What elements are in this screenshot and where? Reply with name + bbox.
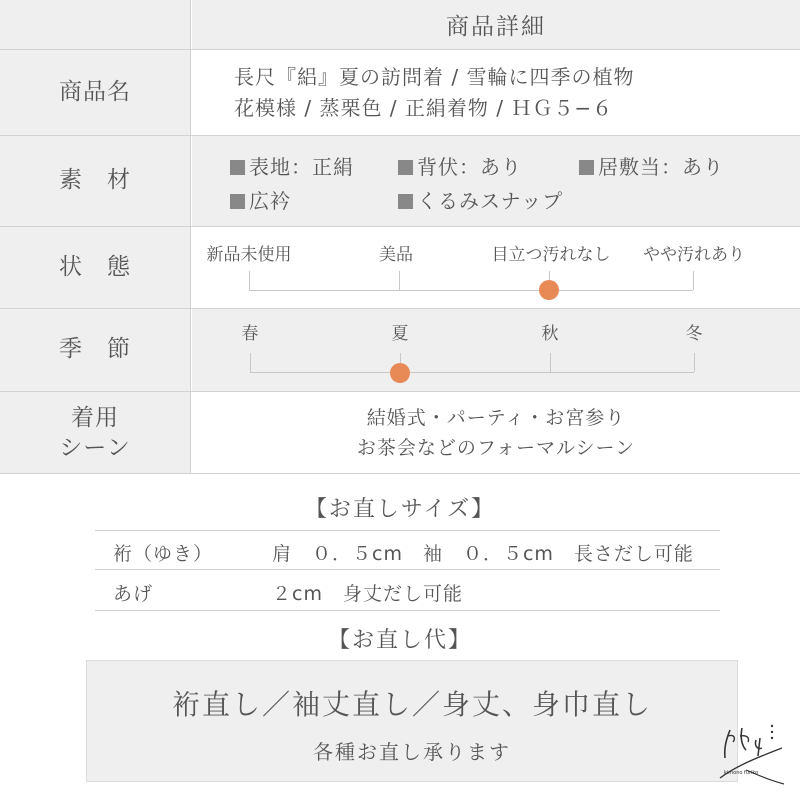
- material-item: 居敷当：あり: [579, 151, 724, 180]
- product-name-value: [192, 50, 800, 135]
- alteration-fee-main: 裄直し／袖丈直し／身丈、身巾直し: [171, 688, 652, 721]
- product-name-line2: 花模様 / 蒸栗色 / 正絹着物 / ＨＧ５−６: [234, 96, 614, 120]
- scale-tick: [250, 353, 251, 372]
- scale-tick: [399, 271, 400, 290]
- alteration-size-title: 【お直しサイズ】: [304, 497, 496, 522]
- scene-label: [0, 392, 191, 473]
- table-title: 商品詳細: [192, 0, 800, 49]
- alteration-fee-sub: 各種お直し承ります: [313, 740, 511, 764]
- material-item: 広衿: [230, 185, 291, 214]
- brand-logo-text: kimono furiko: [724, 770, 759, 776]
- scene-label-line2: シーン: [59, 434, 131, 461]
- size-row: [95, 530, 720, 570]
- size-row: [95, 571, 720, 611]
- material-row: [0, 136, 800, 227]
- size-row-name: あげ: [113, 583, 154, 605]
- product-name-row: [0, 50, 800, 136]
- header-row: [0, 0, 800, 50]
- condition-label: 状 態: [0, 227, 191, 308]
- scene-row: [0, 392, 800, 474]
- season-row: [0, 309, 800, 392]
- alteration-fee-box: [86, 660, 738, 782]
- scale-tick: [693, 271, 694, 290]
- product-name-line1: 長尺『絽』夏の訪問着 / 雪輪に四季の植物: [234, 65, 635, 89]
- square-bullet-icon: [230, 160, 245, 175]
- scene-line1: 結婚式・パーティ・お宮参り: [366, 406, 626, 429]
- condition-scale-line: [249, 290, 693, 291]
- brand-logo-mark-icon: [716, 718, 788, 788]
- condition-scale-label: 新品未使用: [206, 245, 292, 265]
- square-bullet-icon: [398, 194, 413, 209]
- scale-tick: [550, 353, 551, 372]
- header-empty-cell: [0, 0, 191, 49]
- material-item: 背伏：あり: [398, 151, 522, 180]
- condition-row: [0, 227, 800, 309]
- material-item: くるみスナップ: [398, 185, 563, 214]
- square-bullet-icon: [398, 160, 413, 175]
- material-value: [192, 136, 800, 226]
- condition-scale-label: 美品: [379, 245, 413, 265]
- material-label: 素 材: [0, 136, 191, 226]
- season-scale-line: [250, 372, 694, 373]
- scene-label-line1: 着用: [70, 404, 119, 431]
- condition-scale-label: やや汚れあり: [643, 245, 745, 265]
- season-label: 季 節: [0, 309, 191, 391]
- scale-tick: [694, 353, 695, 372]
- season-scale-label: 夏: [391, 324, 409, 344]
- condition-scale-label: 目立つ汚れなし: [491, 245, 611, 265]
- season-scale: [192, 309, 800, 391]
- condition-scale: [192, 227, 800, 308]
- condition-marker: [539, 280, 559, 300]
- square-bullet-icon: [579, 160, 594, 175]
- season-scale-label: 冬: [685, 324, 703, 344]
- brand-logo: [716, 718, 788, 788]
- material-item: 表地：正絹: [230, 151, 354, 180]
- scene-value: [192, 392, 800, 473]
- scene-line2: お茶会などのフォーマルシーン: [356, 436, 636, 459]
- size-row-name: 裄（ゆき）: [113, 543, 214, 565]
- season-marker: [390, 363, 410, 383]
- size-row-value: ２cm 身丈だし可能: [272, 583, 463, 605]
- scale-tick: [249, 271, 250, 290]
- season-scale-label: 春: [241, 324, 259, 344]
- alteration-fee-title: 【お直し代】: [327, 628, 472, 653]
- season-scale-label: 秋: [541, 324, 559, 344]
- square-bullet-icon: [230, 194, 245, 209]
- size-row-value: 肩 ０．５cm 袖 ０．５cm 長さだし可能: [272, 543, 694, 565]
- product-name-label: 商品名: [0, 50, 191, 135]
